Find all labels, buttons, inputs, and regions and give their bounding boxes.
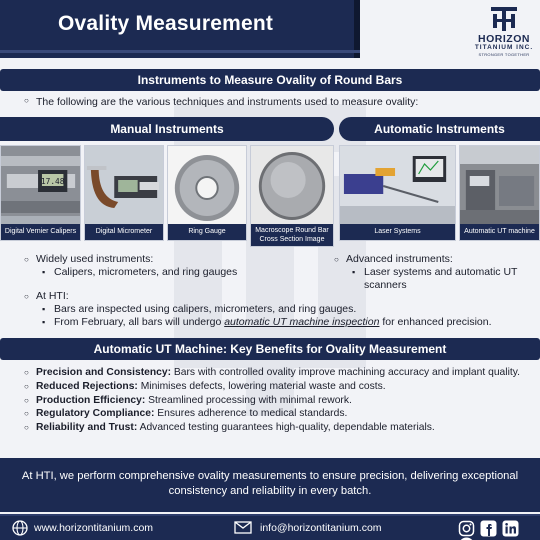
- hti-heading: ○ At HTI:: [36, 290, 531, 303]
- hti-item-2: [54, 316, 531, 329]
- manual-list-item: ▪ Calipers, micrometers, and ring gauges: [54, 266, 326, 279]
- logo-name: HORIZON: [478, 33, 530, 45]
- instagram-icon[interactable]: [458, 520, 475, 537]
- hti-item-2-pre: From February, all bars will undergo: [54, 316, 225, 328]
- closing-statement: At HTI, we perform comprehensive ovality measurements to ensure precision, delivering exceptional consistency and reliability in every batch.: [0, 458, 540, 512]
- social-links: [458, 520, 540, 540]
- caliper-caption: Digital Vernier Calipers: [1, 224, 80, 240]
- facebook-icon[interactable]: [480, 520, 497, 537]
- automatic-list-heading: ○ Advanced instruments:: [346, 253, 536, 266]
- ring-gauge-card: [167, 145, 247, 241]
- benefit-term: Reduced Rejections:: [36, 380, 138, 392]
- hti-item-1: ▪ Bars are inspected using calipers, micrometers, and ring gauges.: [54, 303, 531, 316]
- benefit-text: Advanced testing guarantees high-quality, dependable materials.: [137, 422, 435, 434]
- ut-machine-photo-icon: [460, 146, 539, 226]
- email-link[interactable]: info@horizontitanium.com: [260, 522, 382, 534]
- micrometer-photo-icon: [85, 146, 163, 226]
- ring-gauge-caption: Ring Gauge: [168, 224, 246, 240]
- micrometer-card: [84, 145, 164, 241]
- website-link[interactable]: www.horizontitanium.com: [34, 522, 154, 534]
- mail-icon: [234, 521, 252, 534]
- title-stripe: [0, 50, 360, 53]
- page-title: Ovality Measurement: [58, 12, 274, 35]
- caliper-card: [0, 145, 81, 241]
- logo-tagline: STRONGER TOGETHER: [478, 52, 530, 57]
- benefit-text: Minimises defects, lowering material waste and costs.: [137, 380, 386, 392]
- benefit-item: [36, 380, 528, 393]
- instruments-heading: Instruments to Measure Ovality of Round Bars: [0, 69, 540, 91]
- ut-machine-caption: Automatic UT machine: [460, 224, 539, 240]
- company-logo: [470, 6, 538, 64]
- title-banner: [0, 0, 360, 58]
- ut-benefits-heading: Automatic UT Machine: Key Benefits for Ovality Measurement: [0, 338, 540, 360]
- automatic-instruments-heading: Automatic Instruments: [339, 117, 540, 141]
- benefit-term: Regulatory Compliance:: [36, 408, 155, 420]
- automatic-list: [346, 253, 536, 292]
- automatic-list-item-line1: ▪ Laser systems and automatic UT: [364, 266, 536, 279]
- ut-machine-card: [459, 145, 540, 241]
- globe-icon: [12, 520, 28, 536]
- manual-instruments-heading: Manual Instruments: [0, 117, 334, 141]
- benefits-list: [36, 366, 528, 435]
- benefit-item: [36, 421, 528, 434]
- benefit-text: Bars with controlled ovality improve machining accuracy and implant quality.: [171, 367, 520, 378]
- footer: [0, 514, 540, 540]
- micrometer-caption: Digital Micrometer: [85, 224, 163, 240]
- cross-section-card: [250, 145, 334, 247]
- ut-inspection-link[interactable]: automatic UT machine inspection: [224, 316, 380, 328]
- ring-gauge-photo-icon: [168, 146, 246, 226]
- benefit-term: Precision and Consistency:: [36, 367, 172, 378]
- laser-system-photo-icon: [340, 146, 455, 226]
- benefit-text: Streamlined processing with minimal rework.: [145, 394, 352, 406]
- laser-card: [339, 145, 456, 241]
- svg-text:17.48: 17.48: [40, 176, 65, 187]
- hti-item-2-post: for enhanced precision.: [379, 316, 492, 328]
- horizon-titanium-logo-icon: [489, 6, 519, 32]
- benefit-term: Production Efficiency:: [36, 394, 146, 406]
- laser-caption: Laser Systems: [340, 224, 455, 240]
- linkedin-icon[interactable]: [502, 520, 519, 537]
- benefit-text: Ensures adherence to medical standards.: [154, 408, 348, 420]
- benefit-term: Reliability and Trust:: [36, 422, 138, 434]
- cross-section-caption: Macroscope Round Bar Cross Section Image: [251, 224, 333, 246]
- benefit-item: [36, 394, 528, 407]
- intro-text: ○ The following are the various techniques and instruments used to measure ovality:: [36, 96, 418, 108]
- benefit-item: [36, 407, 528, 420]
- logo-sub: TITANIUM INC.: [474, 44, 534, 51]
- benefit-item: [36, 366, 528, 379]
- manual-list: [36, 253, 326, 279]
- manual-list-heading: ○ Widely used instruments:: [36, 253, 326, 266]
- caliper-photo-icon: [1, 146, 80, 226]
- cross-section-photo-icon: [251, 146, 333, 226]
- automatic-list-item-line2: scanners: [364, 279, 407, 291]
- hti-list: [36, 290, 531, 329]
